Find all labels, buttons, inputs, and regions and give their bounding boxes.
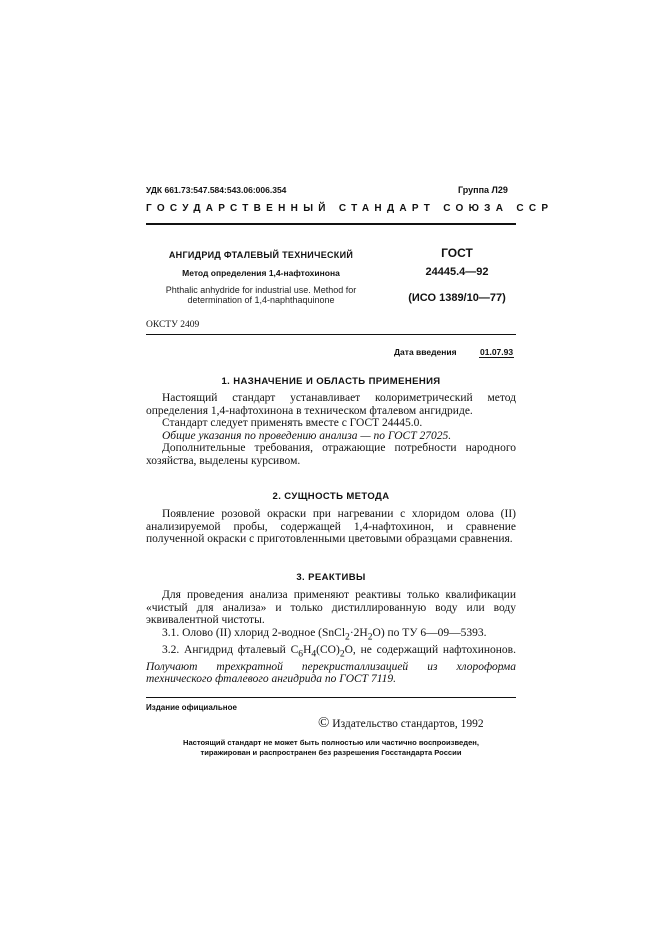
s2-paragraph-1: Появление розовой окраски при нагревании с хлоридом олова (II) анализируемой пробы, содержащей 1,4-нафтохинон, и сравнение полученной окраски с приготовленными цветовыми образцами сравнения.	[146, 508, 516, 546]
gost-number: 24445.4—92	[425, 266, 489, 278]
method-ru: Метод определения 1,4-нафтохинона	[182, 268, 340, 278]
reproduction-notice	[146, 738, 516, 758]
s3-p3-part-a: 3.2. Ангидрид фталевый C	[162, 643, 299, 656]
official-edition: Издание официальное	[146, 703, 237, 712]
okstu-code: ОКСТУ 2409	[146, 320, 200, 330]
s3-p2-part-a: 3.1. Олово (II) хлорид 2-водное (SnCl	[162, 626, 346, 639]
title-en-line1: Phthalic anhydride for industrial use. Method for	[165, 285, 357, 295]
s3-p2-part-c: O) по ТУ 6—09—5393.	[372, 626, 487, 639]
section-3-heading: 3. РЕАКТИВЫ	[296, 572, 366, 583]
s3-p3-part-d: O, не содержащий нафтохинонов.	[344, 643, 516, 656]
intro-date-label: Дата введения	[394, 347, 457, 357]
title-ru: АНГИДРИД ФТАЛЕВЫЙ ТЕХНИЧЕСКИЙ	[168, 250, 354, 260]
title-en-line2: determination of 1,4-naphthaquinone	[187, 295, 335, 305]
s1-paragraph-4: Дополнительные требования, отражающие потребности народного хозяйства, выделены курсивом.	[146, 442, 516, 467]
footer-rule	[146, 697, 516, 698]
s3-p2-part-b: ·2H	[349, 626, 368, 639]
section-2-heading: 2. СУЩНОСТЬ МЕТОДА	[272, 491, 390, 502]
notice-line-1: Настоящий стандарт не может быть полностью или частично воспроизведен,	[182, 738, 480, 747]
s3-paragraph-1: Для проведения анализа применяют реактивы только квалификации «чистый для анализа» и только дистиллированную воду или воду эквивалентной чистоты.	[146, 589, 516, 627]
s1-paragraph-1: Настоящий стандарт устанавливает колориметрический метод определения 1,4-нафтохинона в техническом фталевом ангидриде.	[146, 392, 516, 417]
copyright-icon: ©	[318, 715, 330, 731]
s1-paragraph-3: Общие указания по проведению анализа — по ГОСТ 27025.	[162, 429, 452, 442]
section-1-body	[146, 392, 516, 468]
title-rule	[146, 334, 516, 335]
udk-code: УДК 661.73:547.584:543.06:006.354	[146, 185, 287, 195]
sub-2: 2	[339, 647, 345, 659]
copyright-line	[318, 715, 484, 732]
gost-label: ГОСТ	[441, 246, 473, 260]
sub-6: 6	[298, 647, 304, 659]
header-rule	[146, 223, 516, 225]
group-code: Группа Л29	[458, 185, 508, 195]
sub-4: 4	[311, 647, 317, 659]
state-standard-banner: ГОСУДАРСТВЕННЫЙ СТАНДАРТ СОЮЗА ССР	[146, 203, 554, 214]
title-en	[146, 285, 376, 305]
notice-line-2: тиражирован и распространен без разрешения Госстандарта России	[200, 748, 462, 757]
s3-p3-part-c: (CO)	[316, 643, 340, 656]
s3-p3-part-b: H	[303, 643, 312, 656]
s1-paragraph-2: Стандарт следует применять вместе с ГОСТ 24445.0.	[162, 417, 423, 430]
copyright-text: Издательство стандартов, 1992	[332, 718, 484, 730]
section-3-body	[146, 589, 516, 686]
iso-number: (ИСО 1389/10—77)	[408, 292, 506, 304]
s3-p3-italic: Получают трехкратной перекристаллизацией из хлороформа технического фталевого ангидрида по ГОСТ 7119.	[146, 660, 516, 686]
section-2-body	[146, 508, 516, 546]
section-1-heading: 1. НАЗНАЧЕНИЕ И ОБЛАСТЬ ПРИМЕНЕНИЯ	[221, 376, 441, 387]
intro-date-value: 01.07.93	[480, 347, 514, 357]
sub-2: 2	[345, 631, 350, 643]
sub-2: 2	[367, 631, 373, 643]
